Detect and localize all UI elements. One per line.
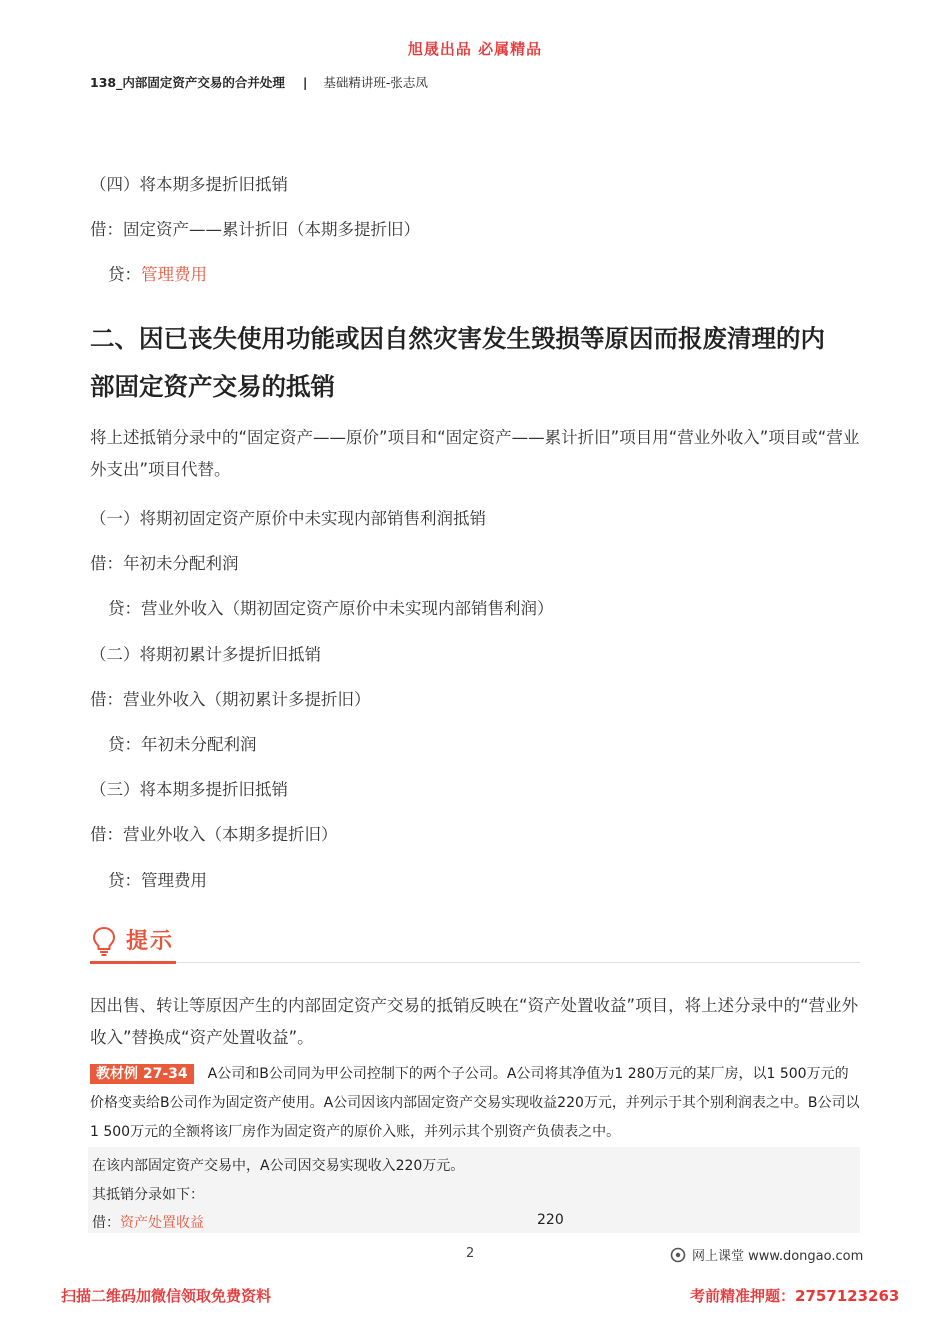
tip-underline	[90, 961, 176, 964]
entry-1-credit: 贷：营业外收入（期初固定资产原价中未实现内部销售利润）	[108, 599, 554, 618]
header-separator: |	[302, 74, 308, 90]
entry-3-debit: 借：营业外收入（本期多提折旧）	[90, 825, 338, 844]
example-badge: 教材例 27-34	[90, 1064, 194, 1084]
top-banner: 旭晟出品 必属精品	[407, 40, 543, 58]
section-four-debit: 借：固定资产——累计折旧（本期多提折旧）	[90, 220, 420, 239]
credit-item-highlight: 管理费用	[141, 265, 207, 284]
credit-prefix: 贷：	[108, 265, 141, 284]
solution-debit-amount: 220	[537, 1212, 564, 1228]
footer-brand-text: 网上课堂 www.dongao.com	[692, 1249, 864, 1264]
solution-debit	[92, 1212, 204, 1232]
example-paragraph	[90, 1060, 862, 1147]
page-header	[90, 73, 428, 91]
solution-debit-prefix: 借：	[92, 1215, 120, 1231]
entry-2-credit: 贷：年初未分配利润	[108, 735, 257, 754]
entry-2-title: （二）将期初累计多提折旧抵销	[90, 645, 321, 664]
tip-title: 提示	[126, 929, 175, 954]
example-text: A公司和B公司同为甲公司控制下的两个子公司。A公司将其净值为1 280万元的某厂房，以1 500万元的价格变卖给B公司作为固定资产使用。A公司因该内部固定资产交易实现收益220万元，并列示于其个别利润表之中。B公司以1 500万元的全额将该厂房作为固定资产的原价入账，并列示其个别资产负债表之中。	[90, 1066, 860, 1140]
section-four-credit	[108, 261, 207, 285]
bottom-promo-right: 考前精准押题：2757123263	[690, 1287, 900, 1305]
entry-1-title: （一）将期初固定资产原价中未实现内部销售利润抵销	[90, 509, 486, 528]
entry-3-title: （三）将本期多提折旧抵销	[90, 780, 288, 799]
dongao-logo-icon	[670, 1247, 686, 1263]
section-four-title: （四）将本期多提折旧抵销	[90, 175, 288, 194]
footer-brand	[670, 1245, 863, 1264]
entry-2-debit: 借：营业外收入（期初累计多提折旧）	[90, 690, 371, 709]
lecture-title: 138_内部固定资产交易的合并处理	[90, 75, 285, 90]
course-name: 基础精讲班-张志凤	[323, 75, 428, 90]
solution-debit-item: 资产处置收益	[120, 1215, 204, 1231]
tip-text: 因出售、转让等原因产生的内部固定资产交易的抵销反映在“资产处置收益”项目，将上述分录中的“营业外收入”替换成“资产处置收益”。	[90, 996, 859, 1047]
intro-paragraph: 将上述抵销分录中的“固定资产——原价”项目和“固定资产——累计折旧”项目用“营业外收入”项目或“营业外支出”项目代替。	[90, 428, 860, 479]
section-heading-line1: 二、因已丧失使用功能或因自然灾害发生毁损等原因而报废清理的内	[90, 324, 825, 353]
tip-header	[90, 922, 860, 963]
entry-3-credit: 贷：管理费用	[108, 871, 207, 890]
solution-line-2: 其抵销分录如下：	[92, 1187, 204, 1203]
page-number: 2	[466, 1246, 475, 1261]
bottom-promo-left: 扫描二维码加微信领取免费资料	[61, 1287, 272, 1305]
solution-line-1: 在该内部固定资产交易中，A公司因交易实现收入220万元。	[92, 1158, 465, 1174]
section-heading-line2: 部固定资产交易的抵销	[90, 372, 335, 401]
entry-1-debit: 借：年初未分配利润	[90, 554, 239, 573]
lightbulb-icon	[92, 926, 116, 956]
